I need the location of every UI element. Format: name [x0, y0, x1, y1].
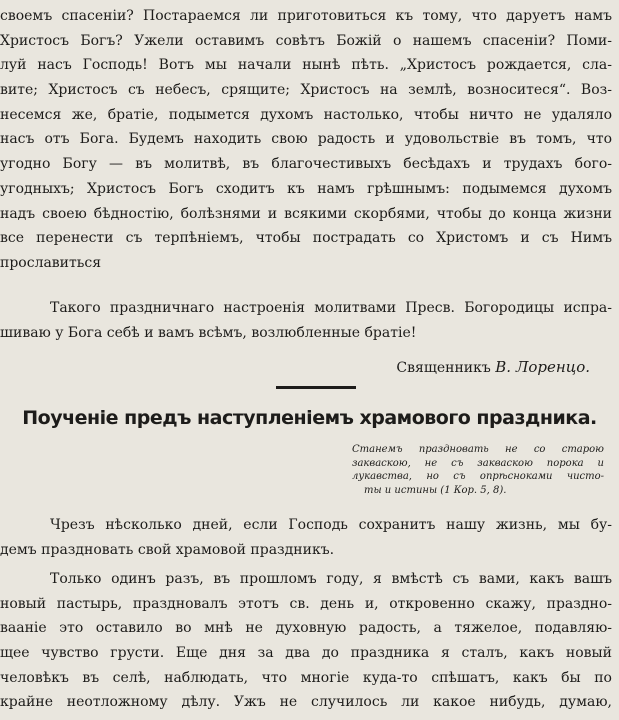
text-line: демъ праздновать свой храмовой праздникъ.	[0, 541, 335, 558]
text-line: несемся же, братiе, подымется духомъ настолько, чтобы ничто не удаляло	[0, 106, 612, 123]
text-line: вите; Христосъ съ небесъ, срящите; Христосъ на землѣ, возноситеся“. Воз-	[0, 82, 612, 99]
epigraph-line: лукавства, но съ опрѣснокaми чисто-	[352, 471, 604, 483]
signature-name: В. Лоренцо.	[495, 358, 590, 376]
epigraph-line: Станемъ праздновать не со старою	[352, 444, 604, 455]
text-line: Такого праздничнаго настроенiя молитвами Пресв. Богородицы испра-	[50, 300, 612, 316]
signature	[0, 357, 590, 378]
section-divider	[276, 386, 356, 389]
sermon-title: Поученiе предъ наступленiемъ храмового праздника.	[22, 407, 597, 429]
text-line: Только одинъ разъ, въ прошломъ году, я вмѣстѣ съ вами, какъ вашъ	[50, 571, 612, 587]
paragraph-sermon-intro	[0, 513, 612, 562]
text-line: угодно Богу — въ молитвѣ, въ благочестивыхъ бесѣдахъ и трудахъ бого-	[0, 156, 612, 173]
text-line: человѣкъ въ селѣ, наблюдать, что многiе куда-то спѣшатъ, какъ бы по	[0, 669, 612, 686]
paragraph-blessing	[0, 296, 612, 345]
epigraph-line: ты и истины (1 Кор. 5, 8).	[364, 484, 507, 496]
paragraph-sermon-body	[0, 567, 612, 715]
text-line: луй насъ Господь! Вотъ мы начали нынѣ пѣть. „Христосъ рождается, сла-	[0, 57, 612, 74]
text-line: ваанiе это оставило во мнѣ не духовную радость, а тяжелое, подавляю-	[0, 620, 612, 637]
epigraph-line: закваскою, не съ закваскою порока и	[352, 457, 604, 469]
text-line: своемъ спасенiи? Постараемся ли приготовиться къ тому, что даруетъ намъ	[0, 8, 612, 24]
text-line: угодныхъ; Христосъ Богъ сходитъ къ намъ грѣшнымъ: подымемся духомъ	[0, 180, 612, 197]
text-line: Чрезъ нѣсколько дней, если Господь сохранитъ нашу жизнь, мы бу-	[50, 517, 612, 533]
text-line: все перенести съ терпѣнiемъ, чтобы пострадать со Христомъ и съ Нимъ	[0, 230, 612, 247]
text-line: надъ своею бѣдностiю, болѣзнями и всякими скорбями, чтобы до конца жизни	[0, 205, 612, 222]
text-line: прославиться	[0, 254, 102, 271]
signature-prefix: Священникъ	[396, 360, 491, 376]
text-line: новый пастырь, праздновалъ этотъ св. день и, откровенно скажу, праздно-	[0, 595, 612, 612]
epigraph	[352, 443, 604, 497]
text-line: щее чувство грусти. Еще дня за два до праздника я сталъ, какъ новый	[0, 645, 612, 662]
text-line: Христосъ Богъ? Ужели оставимъ совѣтъ Божiй о нашемъ спасенiи? Поми-	[0, 32, 612, 49]
text-line: насъ отъ Бога. Будемъ находить свою радость и удовольствiе въ томъ, что	[0, 131, 612, 148]
text-line: шиваю у Бога себѣ и вамъ всѣмъ, возлюбленные братiе!	[0, 324, 417, 341]
text-line: крайне неотложному дѣлу. Ужъ не случилось ли какое нибудь, думаю,	[0, 694, 612, 711]
paragraph-closing	[0, 4, 612, 276]
